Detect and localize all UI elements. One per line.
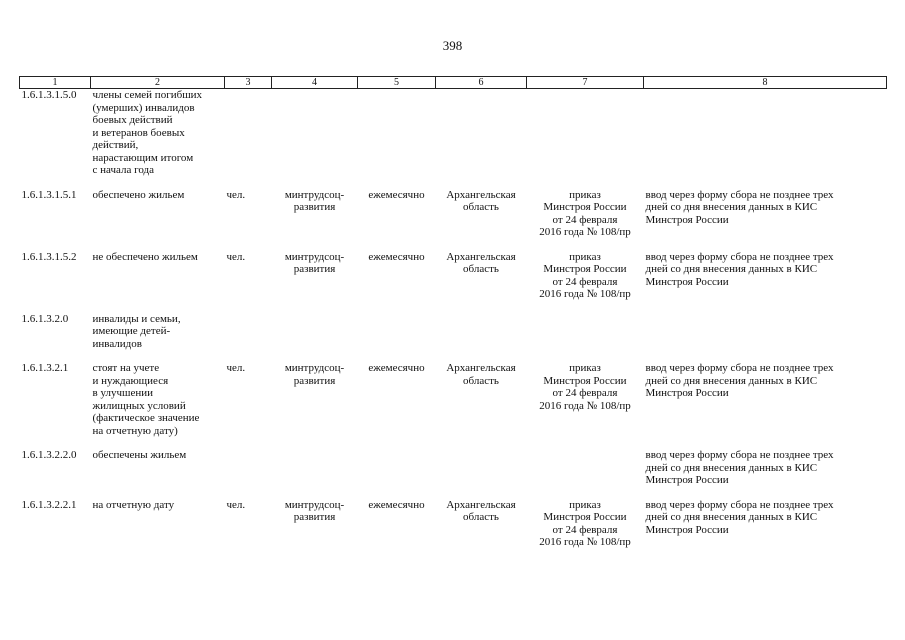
input-note: ввод через форму сбора не позднее трех дней со дня внесения данных в КИС Минстроя России bbox=[645, 188, 834, 226]
unit: чел. bbox=[226, 188, 246, 201]
frequency bbox=[358, 449, 436, 487]
row-code: 1.6.1.3.2.0 bbox=[21, 312, 69, 325]
indicator-name: обеспечено жильем bbox=[92, 188, 185, 201]
legal-basis bbox=[527, 449, 644, 487]
table-row bbox=[20, 313, 887, 351]
unit bbox=[225, 449, 272, 487]
frequency: ежемесячно bbox=[368, 188, 425, 201]
input-note: ввод через форму сбора не позднее трех дней со дня внесения данных в КИС Минстроя России bbox=[645, 250, 834, 288]
input-note bbox=[644, 89, 887, 177]
column-header: 4 bbox=[272, 77, 358, 89]
table-row bbox=[20, 251, 887, 301]
unit bbox=[225, 313, 272, 351]
legal-basis: приказ Минстроя России от 24 февраля 2016 года № 108/пр bbox=[539, 188, 631, 238]
table-row bbox=[20, 189, 887, 239]
report-table bbox=[19, 76, 887, 549]
column-header: 8 bbox=[644, 77, 887, 89]
indicator-name: на отчетную дату bbox=[92, 498, 175, 511]
row-code: 1.6.1.3.2.1 bbox=[21, 362, 69, 374]
frequency: ежемесячно bbox=[368, 250, 425, 263]
unit bbox=[225, 89, 272, 177]
frequency: ежемесячно bbox=[368, 362, 425, 374]
responsible-body: минтрудсоц- развития bbox=[284, 188, 345, 213]
row-code: 1.6.1.3.2.2.1 bbox=[21, 498, 77, 511]
legal-basis bbox=[527, 313, 644, 351]
indicator-name: не обеспечено жильем bbox=[92, 250, 198, 263]
unit: чел. bbox=[226, 362, 246, 374]
frequency: ежемесячно bbox=[368, 498, 425, 511]
table-body bbox=[20, 89, 887, 549]
column-header: 7 bbox=[527, 77, 644, 89]
row-spacer bbox=[20, 437, 887, 449]
unit: чел. bbox=[226, 498, 246, 511]
indicator-name: инвалиды и семьи, имеющие детей- инвалидов bbox=[92, 312, 181, 350]
region: Архангельская область bbox=[446, 250, 516, 275]
region bbox=[436, 449, 527, 487]
input-note: ввод через форму сбора не позднее трех дней со дня внесения данных в КИС Минстроя России bbox=[645, 498, 834, 536]
unit: чел. bbox=[226, 250, 246, 263]
responsible-body bbox=[272, 89, 358, 177]
column-header: 3 bbox=[225, 77, 272, 89]
column-number-row bbox=[20, 77, 887, 89]
table-row bbox=[20, 449, 887, 487]
region: Архангельская область bbox=[446, 362, 516, 387]
legal-basis: приказ Минстроя России от 24 февраля 2016 года № 108/пр bbox=[539, 250, 631, 300]
row-code: 1.6.1.3.1.5.0 bbox=[21, 89, 77, 101]
row-code: 1.6.1.3.1.5.1 bbox=[21, 188, 77, 201]
page-number: 398 bbox=[442, 38, 463, 53]
table-row bbox=[20, 89, 887, 177]
input-note bbox=[644, 313, 887, 351]
row-spacer bbox=[20, 487, 887, 499]
responsible-body bbox=[272, 313, 358, 351]
region bbox=[436, 89, 527, 177]
input-note: ввод через форму сбора не позднее трех дней со дня внесения данных в КИС Минстроя России bbox=[645, 449, 834, 486]
row-spacer bbox=[20, 350, 887, 362]
responsible-body: минтрудсоц- развития bbox=[284, 362, 345, 387]
row-code: 1.6.1.3.2.2.0 bbox=[21, 449, 77, 461]
region: Архангельская область bbox=[446, 498, 516, 523]
row-spacer bbox=[20, 177, 887, 189]
table-row bbox=[20, 362, 887, 437]
row-code: 1.6.1.3.1.5.2 bbox=[21, 250, 77, 263]
row-spacer bbox=[20, 301, 887, 313]
column-header: 5 bbox=[358, 77, 436, 89]
table-row bbox=[20, 499, 887, 549]
column-header: 2 bbox=[91, 77, 225, 89]
region bbox=[436, 313, 527, 351]
column-header: 1 bbox=[20, 77, 91, 89]
frequency bbox=[358, 313, 436, 351]
row-spacer bbox=[20, 239, 887, 251]
input-note: ввод через форму сбора не позднее трех дней со дня внесения данных в КИС Минстроя России bbox=[645, 362, 834, 399]
indicator-name: стоят на учете и нуждающиеся в улучшении жилищных условий (фактическое значение на отчетную дату) bbox=[92, 362, 200, 437]
column-header: 6 bbox=[436, 77, 527, 89]
responsible-body: минтрудсоц- развития bbox=[284, 498, 345, 523]
frequency bbox=[358, 89, 436, 177]
legal-basis bbox=[527, 89, 644, 177]
responsible-body: минтрудсоц- развития bbox=[284, 250, 345, 275]
indicator-name: члены семей погибших (умерших) инвалидов боевых действий и ветеранов боевых действий, нарастающим итогом с начала года bbox=[92, 89, 203, 176]
legal-basis: приказ Минстроя России от 24 февраля 2016 года № 108/пр bbox=[539, 498, 631, 548]
legal-basis: приказ Минстроя России от 24 февраля 2016 года № 108/пр bbox=[539, 362, 631, 412]
region: Архангельская область bbox=[446, 188, 516, 213]
responsible-body bbox=[272, 449, 358, 487]
indicator-name: обеспечены жильем bbox=[92, 449, 187, 461]
